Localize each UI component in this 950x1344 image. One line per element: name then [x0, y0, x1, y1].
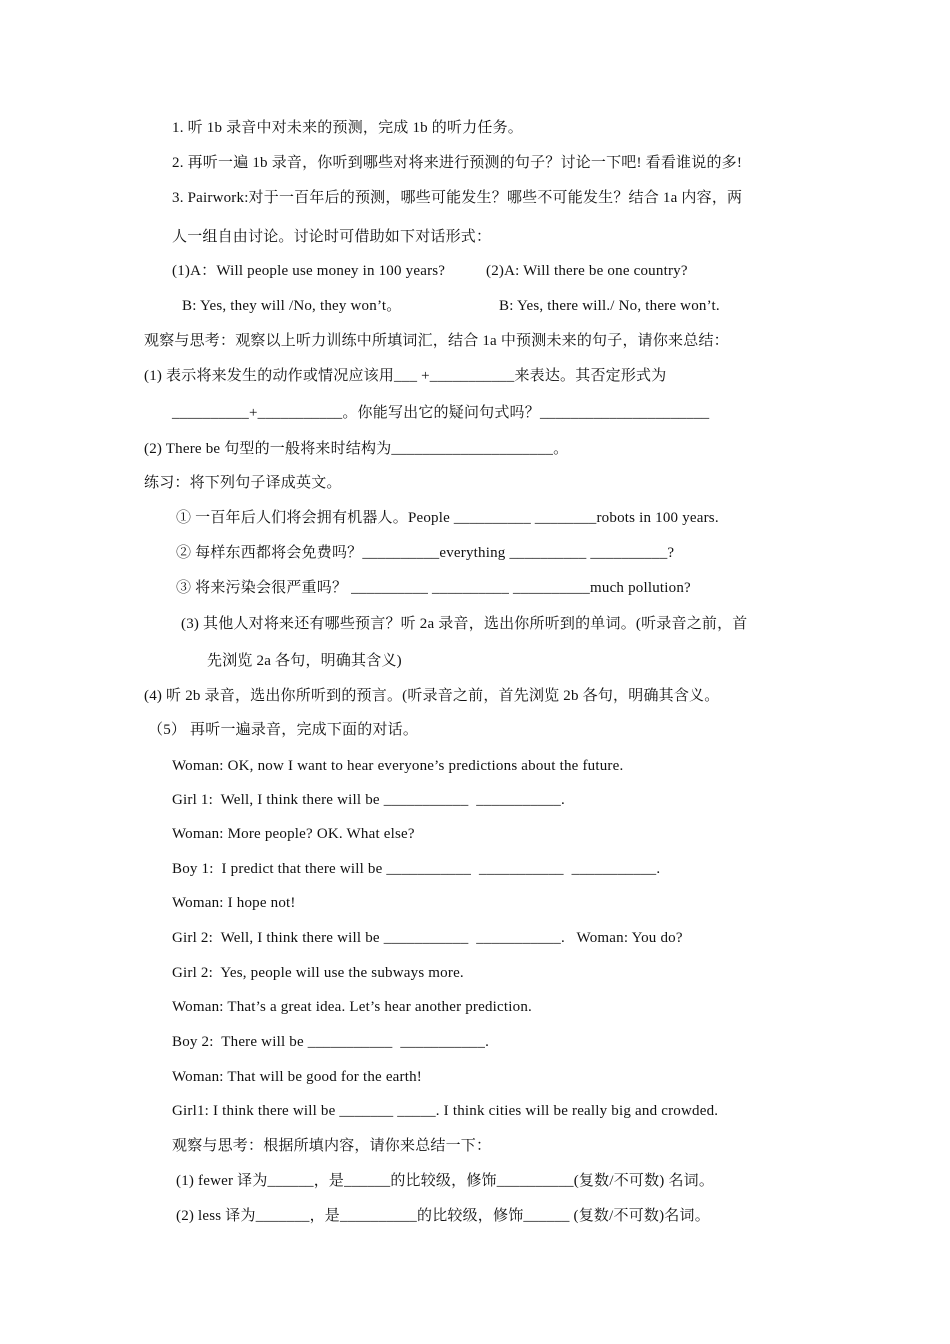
dialog-line-10: Woman: That will be good for the earth! [172, 1069, 422, 1085]
observe-heading-1: 观察与思考：观察以上听力训练中所填词汇，结合 1a 中预测未来的句子，请你来总结： [144, 333, 729, 349]
dialog-line-11: Girl1: I think there will be _______ _____. I think cities will be really big and crowded. [172, 1103, 719, 1119]
summary-item-1: (1) 表示将来发生的动作或情况应该用___ +___________来表达。其否定形式为 [144, 368, 667, 384]
dialog-example-1-answer: B: Yes, they will /No, they won’t。 [182, 298, 402, 314]
dialog-line-9: Boy 2: There will be ___________ ___________. [172, 1034, 490, 1050]
dialog-example-1-question: (1)A：Will people use money in 100 years? [172, 263, 446, 279]
task-3-continued: 人一组自由讨论。讨论时可借助如下对话形式： [172, 229, 492, 245]
dialog-line-1: Woman: OK, now I want to hear everyone’s predictions about the future. [172, 758, 624, 774]
dialog-line-7: Girl 2: Yes, people will use the subways more. [172, 965, 464, 981]
less-summary: (2) less 译为_______，是__________的比较级，修饰______ (复数/不可数)名词。 [176, 1208, 710, 1224]
exercise-item-2: ② 每样东西都将会免费吗？__________everything __________ __________? [176, 545, 675, 561]
fewer-summary: (1) fewer 译为______，是______的比较级，修饰__________(复数/不可数) 名词。 [176, 1173, 715, 1189]
dialog-line-2: Girl 1: Well, I think there will be ___________ ___________. [172, 792, 565, 808]
dialog-line-5: Woman: I hope not! [172, 895, 296, 911]
task-1: 1. 听 1b 录音中对未来的预测，完成 1b 的听力任务。 [172, 120, 524, 136]
exercise-heading: 练习：将下列句子译成英文。 [144, 475, 342, 491]
dialog-line-4: Boy 1: I predict that there will be ___________ ___________ ___________. [172, 861, 661, 877]
exercise-item-3: ③ 将来污染会很严重吗？ __________ __________ __________much pollution? [176, 580, 691, 596]
task-4-2b: (4) 听 2b 录音，选出你所听到的预言。(听录音之前，首先浏览 2b 各句，明确其含义。 [144, 688, 720, 704]
task-3: 3. Pairwork:对于一百年后的预测，哪些可能发生？哪些不可能发生？结合 1a 内容，两 [172, 190, 743, 206]
task-3-2a: (3) 其他人对将来还有哪些预言？听 2a 录音，选出你所听到的单词。(听录音之前，首 [181, 616, 748, 632]
task-2: 2. 再听一遍 1b 录音，你听到哪些对将来进行预测的句子？讨论一下吧! 看看谁说的多! [172, 155, 743, 171]
dialog-example-2-question: (2)A: Will there be one country? [486, 263, 688, 279]
dialog-line-6: Girl 2: Well, I think there will be ___________ ___________. Woman: You do? [172, 930, 683, 946]
dialog-example-2-answer: B: Yes, there will./ No, there won’t. [499, 298, 720, 314]
summary-item-2: (2) There be 句型的一般将来时结构为_____________________。 [144, 441, 569, 457]
exercise-item-1: ① 一百年后人们将会拥有机器人。People __________ ________robots in 100 years. [176, 510, 719, 526]
observe-heading-2: 观察与思考：根据所填内容，请你来总结一下： [172, 1138, 492, 1154]
task-3-2a-continued: 先浏览 2a 各句，明确其含义) [207, 653, 402, 669]
summary-item-1-continued: __________+___________。你能写出它的疑问句式吗？______________________ [172, 405, 710, 421]
dialog-line-8: Woman: That’s a great idea. Let’s hear another prediction. [172, 999, 532, 1015]
task-5-heading: （5） 再听一遍录音，完成下面的对话。 [148, 722, 419, 738]
dialog-line-3: Woman: More people? OK. What else? [172, 826, 415, 842]
